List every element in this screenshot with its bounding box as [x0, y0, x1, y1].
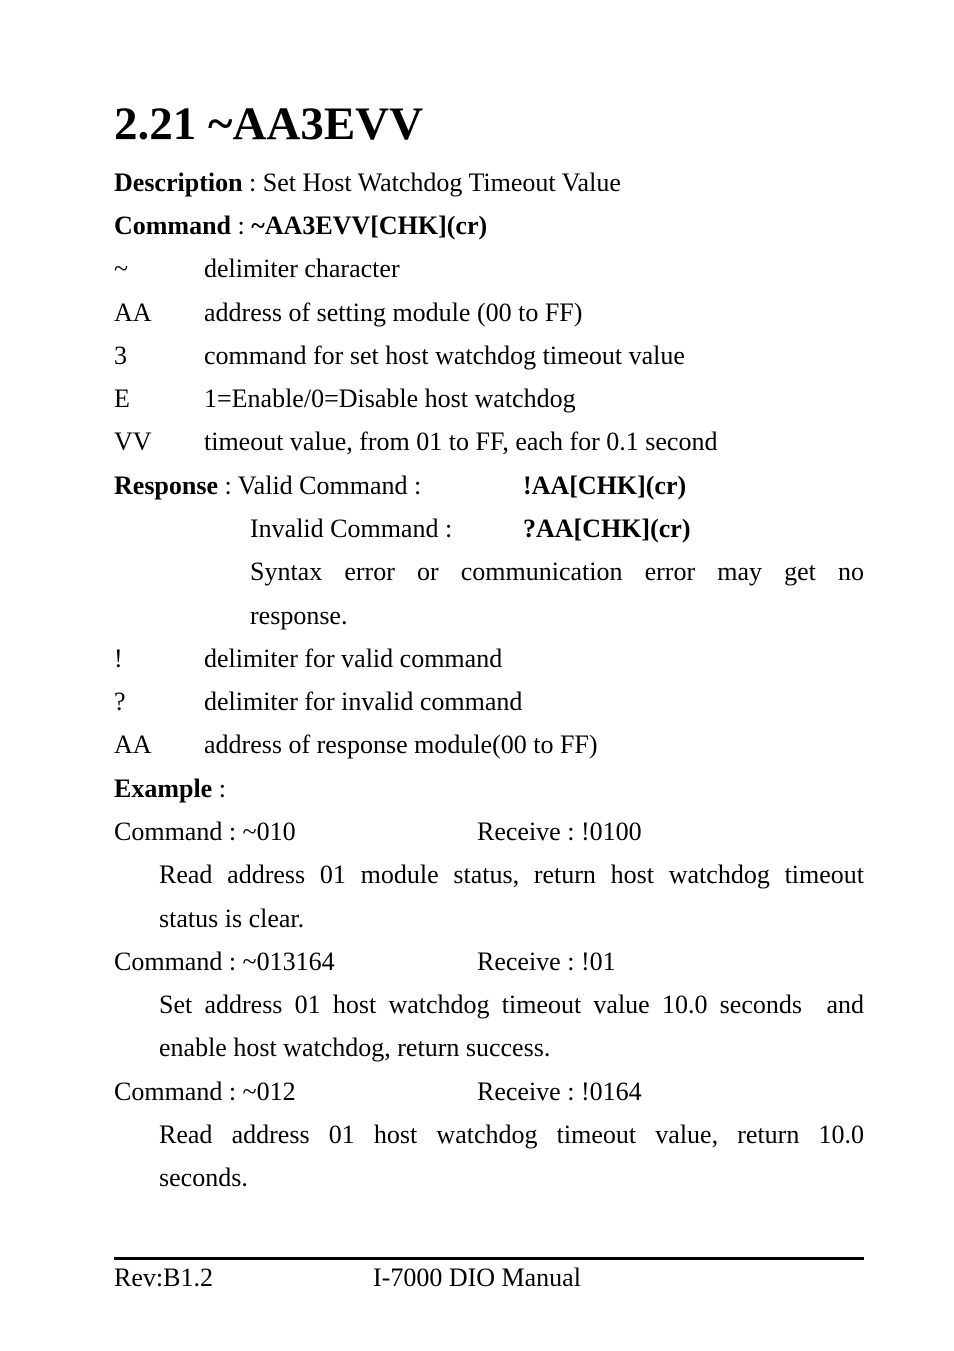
command-syntax: ~AA3EVV[CHK](cr) — [251, 211, 488, 240]
footer-manual-title: I-7000 DIO Manual — [373, 1263, 581, 1292]
example-separator: : — [212, 774, 226, 803]
description-separator: : — [242, 168, 263, 197]
param-term: AA — [114, 298, 152, 327]
response-label: Response — [114, 471, 219, 500]
example-description: Read address 01 host watchdog timeout value, return 10.0 — [159, 1120, 864, 1149]
param-desc: delimiter character — [204, 254, 400, 283]
example-description-continued: status is clear. — [159, 904, 305, 933]
param-desc: delimiter for invalid command — [204, 687, 523, 716]
example-receive: Receive : !0100 — [477, 817, 642, 846]
response-note: Syntax error or communication error may get no — [250, 557, 864, 586]
example-description-continued: seconds. — [159, 1163, 248, 1192]
param-desc: timeout value, from 01 to FF, each for 0.1 second — [204, 427, 718, 456]
footer-revision: Rev:B1.2 — [114, 1263, 213, 1292]
description-text: Set Host Watchdog Timeout Value — [262, 168, 621, 197]
footer-rule — [114, 1257, 864, 1260]
param-desc: delimiter for valid command — [204, 644, 503, 673]
param-term: E — [114, 384, 130, 413]
param-term: AA — [114, 730, 152, 759]
valid-response-value: !AA[CHK](cr) — [523, 471, 687, 500]
param-desc: address of response module(00 to FF) — [204, 730, 598, 759]
section-title: 2.21 ~AA3EVV — [114, 98, 424, 150]
param-term: VV — [114, 427, 152, 456]
param-term: ~ — [114, 254, 129, 283]
example-description-continued: enable host watchdog, return success. — [159, 1033, 551, 1062]
example-command: Command : ~012 — [114, 1077, 296, 1106]
param-term: 3 — [114, 341, 127, 370]
response-line — [114, 469, 421, 503]
description-label: Description — [114, 168, 243, 197]
invalid-command-label: Invalid Command : — [250, 514, 453, 543]
example-label: Example — [114, 774, 213, 803]
description-line — [114, 166, 621, 200]
param-desc: command for set host watchdog timeout value — [204, 341, 685, 370]
param-desc: 1=Enable/0=Disable host watchdog — [204, 384, 576, 413]
command-separator: : — [231, 211, 252, 240]
valid-command-label: Valid Command : — [237, 471, 422, 500]
command-label: Command — [114, 211, 232, 240]
example-description: Read address 01 module status, return host watchdog timeout — [159, 860, 864, 889]
param-term: ? — [114, 687, 126, 716]
response-note-continued: response. — [250, 601, 348, 630]
command-line — [114, 209, 487, 243]
example-receive: Receive : !0164 — [477, 1077, 642, 1106]
param-desc: address of setting module (00 to FF) — [204, 298, 583, 327]
response-separator: : — [218, 471, 238, 500]
example-description: Set address 01 host watchdog timeout value 10.0 seconds and — [159, 990, 864, 1019]
invalid-response-value: ?AA[CHK](cr) — [523, 514, 691, 543]
example-command: Command : ~013164 — [114, 947, 335, 976]
param-term: ! — [114, 644, 123, 673]
example-command: Command : ~010 — [114, 817, 296, 846]
example-receive: Receive : !01 — [477, 947, 616, 976]
example-heading — [114, 772, 226, 806]
